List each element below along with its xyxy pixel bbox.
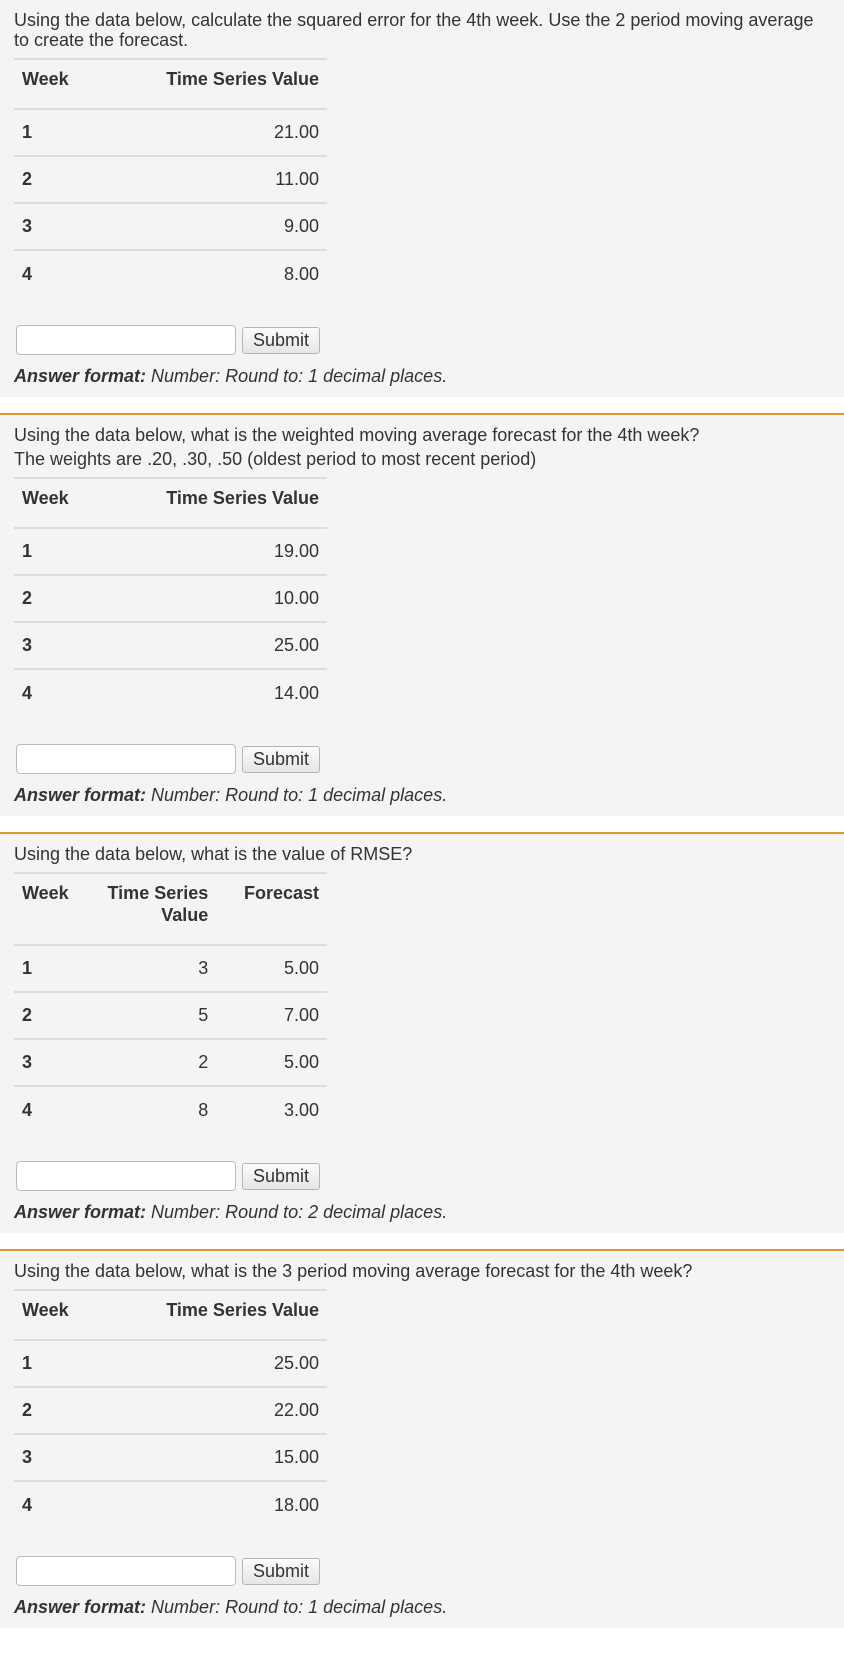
answer-format-label: Answer format: bbox=[14, 1597, 147, 1617]
value-cell: 10.00 bbox=[99, 575, 327, 622]
column-header: Week bbox=[14, 873, 90, 945]
question-panel bbox=[0, 1249, 844, 1628]
answer-input[interactable] bbox=[16, 1161, 236, 1191]
question-panel bbox=[0, 0, 844, 397]
table-row bbox=[14, 528, 327, 575]
answer-input[interactable] bbox=[16, 1556, 236, 1586]
week-cell: 2 bbox=[14, 992, 90, 1039]
value-cell: 3 bbox=[90, 945, 216, 992]
answer-format-label: Answer format: bbox=[14, 1202, 147, 1222]
table-row bbox=[14, 250, 327, 297]
week-cell: 1 bbox=[14, 109, 99, 156]
week-cell: 2 bbox=[14, 156, 99, 203]
submit-button[interactable]: Submit bbox=[242, 327, 320, 354]
table-header-row bbox=[14, 59, 327, 109]
table-row bbox=[14, 669, 327, 716]
table-row bbox=[14, 156, 327, 203]
table-row bbox=[14, 622, 327, 669]
table-row bbox=[14, 109, 327, 156]
value-cell: 22.00 bbox=[99, 1387, 327, 1434]
value-cell: 9.00 bbox=[99, 203, 327, 250]
column-header: Time Series Value bbox=[99, 59, 327, 109]
answer-format-text: Number: Round to: 2 decimal places. bbox=[151, 1202, 448, 1222]
value-cell: 11.00 bbox=[99, 156, 327, 203]
column-header: Time Series Value bbox=[99, 1290, 327, 1340]
table-row bbox=[14, 1039, 327, 1086]
answer-format bbox=[14, 365, 830, 387]
table-row bbox=[14, 945, 327, 992]
question-panel bbox=[0, 832, 844, 1233]
week-cell: 3 bbox=[14, 1039, 90, 1086]
table-row bbox=[14, 1434, 327, 1481]
submit-button[interactable]: Submit bbox=[242, 1558, 320, 1585]
week-cell: 2 bbox=[14, 575, 99, 622]
week-cell: 4 bbox=[14, 1086, 90, 1133]
answer-format bbox=[14, 784, 830, 806]
data-table bbox=[14, 58, 327, 297]
value-cell: 25.00 bbox=[99, 622, 327, 669]
week-cell: 1 bbox=[14, 945, 90, 992]
value-cell: 18.00 bbox=[99, 1481, 327, 1528]
table-row bbox=[14, 1387, 327, 1434]
answer-format-text: Number: Round to: 1 decimal places. bbox=[151, 1597, 448, 1617]
answer-format bbox=[14, 1596, 830, 1618]
question-text: Using the data below, calculate the squared error for the 4th week. Use the 2 period moving average to create the forecast. bbox=[14, 10, 814, 50]
value-cell: 5 bbox=[90, 992, 216, 1039]
value-cell: 8.00 bbox=[99, 250, 327, 297]
data-table bbox=[14, 1289, 327, 1528]
table-header-row bbox=[14, 1290, 327, 1340]
table-row bbox=[14, 203, 327, 250]
week-cell: 1 bbox=[14, 528, 99, 575]
data-table bbox=[14, 872, 327, 1133]
value-cell: 7.00 bbox=[216, 992, 327, 1039]
table-row bbox=[14, 992, 327, 1039]
answer-row bbox=[14, 325, 830, 355]
table-row bbox=[14, 1481, 327, 1528]
answer-row bbox=[14, 744, 830, 774]
answer-format-text: Number: Round to: 1 decimal places. bbox=[151, 366, 448, 386]
value-cell: 25.00 bbox=[99, 1340, 327, 1387]
week-cell: 3 bbox=[14, 1434, 99, 1481]
column-header: Week bbox=[14, 59, 99, 109]
data-table bbox=[14, 477, 327, 716]
value-cell: 19.00 bbox=[99, 528, 327, 575]
value-cell: 2 bbox=[90, 1039, 216, 1086]
week-cell: 3 bbox=[14, 622, 99, 669]
week-cell: 4 bbox=[14, 669, 99, 716]
question-text: Using the data below, what is the value of RMSE? bbox=[14, 844, 413, 864]
column-header: Time Series Value bbox=[99, 478, 327, 528]
table-row bbox=[14, 1340, 327, 1387]
column-header: Week bbox=[14, 1290, 99, 1340]
column-header: Forecast bbox=[216, 873, 327, 945]
answer-input[interactable] bbox=[16, 744, 236, 774]
question-panel bbox=[0, 413, 844, 816]
answer-format-label: Answer format: bbox=[14, 785, 147, 805]
value-cell: 21.00 bbox=[99, 109, 327, 156]
answer-row bbox=[14, 1556, 830, 1586]
week-cell: 4 bbox=[14, 1481, 99, 1528]
answer-format-label: Answer format: bbox=[14, 366, 147, 386]
value-cell: 15.00 bbox=[99, 1434, 327, 1481]
week-cell: 4 bbox=[14, 250, 99, 297]
column-header: Week bbox=[14, 478, 99, 528]
week-cell: 2 bbox=[14, 1387, 99, 1434]
submit-button[interactable]: Submit bbox=[242, 1163, 320, 1190]
submit-button[interactable]: Submit bbox=[242, 746, 320, 773]
table-header-row bbox=[14, 873, 327, 945]
value-cell: 5.00 bbox=[216, 945, 327, 992]
table-row bbox=[14, 1086, 327, 1133]
question-subtext: The weights are .20, .30, .50 (oldest period to most recent period) bbox=[14, 449, 537, 469]
week-cell: 3 bbox=[14, 203, 99, 250]
column-header: Time Series Value bbox=[90, 873, 216, 945]
table-row bbox=[14, 575, 327, 622]
question-text: Using the data below, what is the weighted moving average forecast for the 4th week? bbox=[14, 425, 700, 445]
answer-input[interactable] bbox=[16, 325, 236, 355]
answer-row bbox=[14, 1161, 830, 1191]
value-cell: 5.00 bbox=[216, 1039, 327, 1086]
answer-format bbox=[14, 1201, 830, 1223]
value-cell: 3.00 bbox=[216, 1086, 327, 1133]
value-cell: 14.00 bbox=[99, 669, 327, 716]
table-header-row bbox=[14, 478, 327, 528]
week-cell: 1 bbox=[14, 1340, 99, 1387]
answer-format-text: Number: Round to: 1 decimal places. bbox=[151, 785, 448, 805]
value-cell: 8 bbox=[90, 1086, 216, 1133]
question-text: Using the data below, what is the 3 period moving average forecast for the 4th week? bbox=[14, 1261, 693, 1281]
